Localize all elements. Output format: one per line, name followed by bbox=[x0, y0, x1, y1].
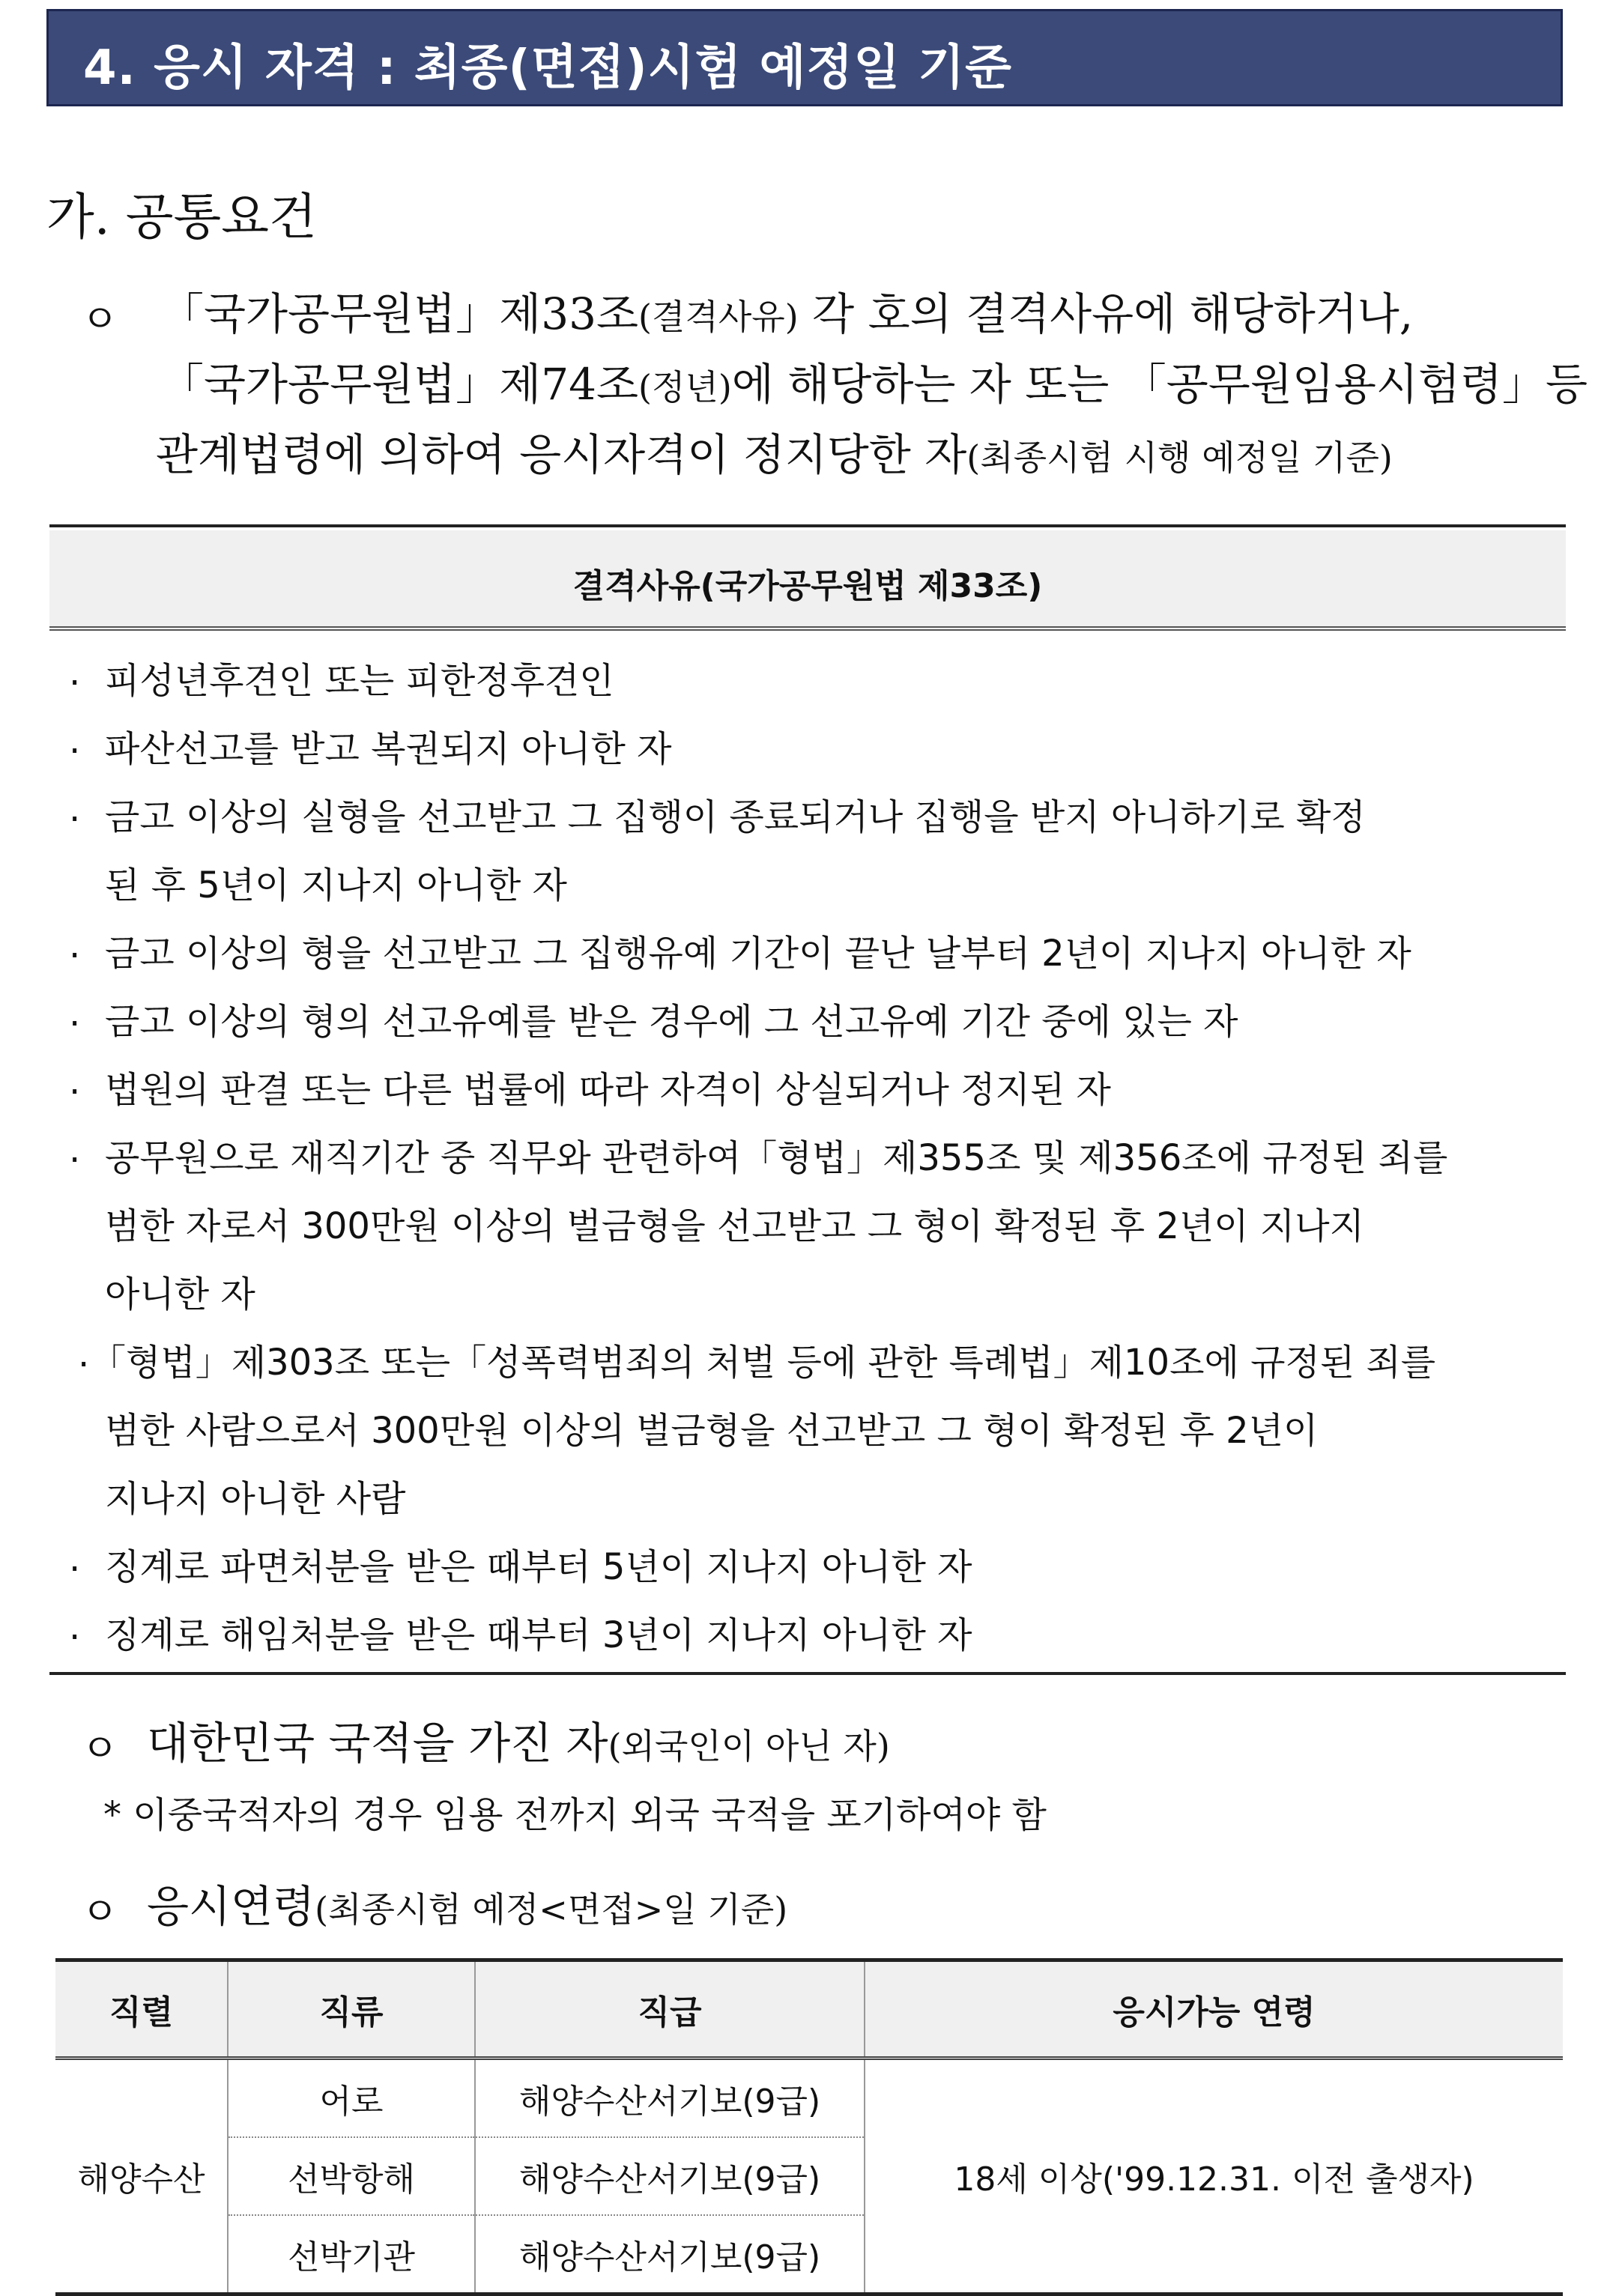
para1-line2: 「국가공무원법」제74조(정년)에 해당하는 자 또는 「공무원임용시험령」등 bbox=[160, 359, 1588, 410]
dual-nationality-note: * 이중국적자의 경우 임용 전까지 외국 국적을 포기하여야 함 bbox=[103, 1794, 1047, 1836]
cell-grade: 해양수산서기보(9급) bbox=[475, 2215, 865, 2295]
header-eligible-age: 응시가능 연령 bbox=[865, 1960, 1563, 2059]
cell-eligible-age: 18세 이상('99.12.31. 이전 출생자) bbox=[865, 2059, 1563, 2295]
disqual-item-8-cont-1: 범한 사람으로서 300만원 이상의 벌금형을 선고받고 그 형이 확정된 후 2년이 bbox=[105, 1410, 1319, 1452]
age-requirement-line: 응시연령(최종시험 예정<면접>일 기준) bbox=[147, 1881, 788, 1932]
subsection-title: 가. 공통요건 bbox=[46, 188, 317, 246]
cell-grade: 해양수산서기보(9급) bbox=[475, 2059, 865, 2138]
box-header-double-rule bbox=[49, 626, 1566, 631]
cell-grade: 해양수산서기보(9급) bbox=[475, 2137, 865, 2215]
disqual-box-header bbox=[49, 530, 1566, 629]
header-category: 직류 bbox=[228, 1960, 475, 2059]
age-requirement-table bbox=[55, 1958, 1563, 2296]
bullet-circle-3: ㅇ bbox=[81, 1890, 119, 1935]
header-series: 직렬 bbox=[55, 1960, 228, 2059]
cell-category: 선박항해 bbox=[228, 2137, 475, 2215]
disqual-item-7-cont-1: 범한 자로서 300만원 이상의 벌금형을 선고받고 그 형이 확정된 후 2년이 지나지 bbox=[105, 1205, 1365, 1247]
section-header-bar bbox=[46, 9, 1563, 106]
cell-category: 선박기관 bbox=[228, 2215, 475, 2295]
disqual-item-8-cont-2: 지나지 아니한 사람 bbox=[105, 1478, 406, 1520]
para1-line3: 관계법령에 의하여 응시자격이 정지당한 자(최종시험 시행 예정일 기준) bbox=[156, 429, 1393, 480]
disqual-box-title: 결격사유(국가공무원법 제33조) bbox=[572, 567, 1043, 605]
cell-series: 해양수산 bbox=[55, 2059, 228, 2295]
box-top-rule bbox=[49, 524, 1566, 527]
para1-line1: 「국가공무원법」제33조(결격사유) 각 호의 결격사유에 해당하거나, bbox=[160, 288, 1414, 339]
header-grade: 직급 bbox=[475, 1960, 865, 2059]
table-header-row bbox=[55, 1960, 1563, 2059]
cell-category: 어로 bbox=[228, 2059, 475, 2138]
box-bottom-rule bbox=[49, 1672, 1566, 1675]
nationality-line: 대한민국 국적을 가진 자(외국인이 아닌 자) bbox=[147, 1718, 890, 1769]
bullet-circle-2: ㅇ bbox=[81, 1727, 119, 1772]
disqual-item-7-cont-2: 아니한 자 bbox=[105, 1273, 255, 1315]
section-header-title: 4. 응시 자격 : 최종(면접)시험 예정일 기준 bbox=[83, 40, 1012, 96]
table-row bbox=[55, 2059, 1563, 2138]
bullet-circle-1: ㅇ bbox=[81, 297, 119, 342]
disqual-item-3-cont: 된 후 5년이 지나지 아니한 자 bbox=[105, 864, 567, 906]
